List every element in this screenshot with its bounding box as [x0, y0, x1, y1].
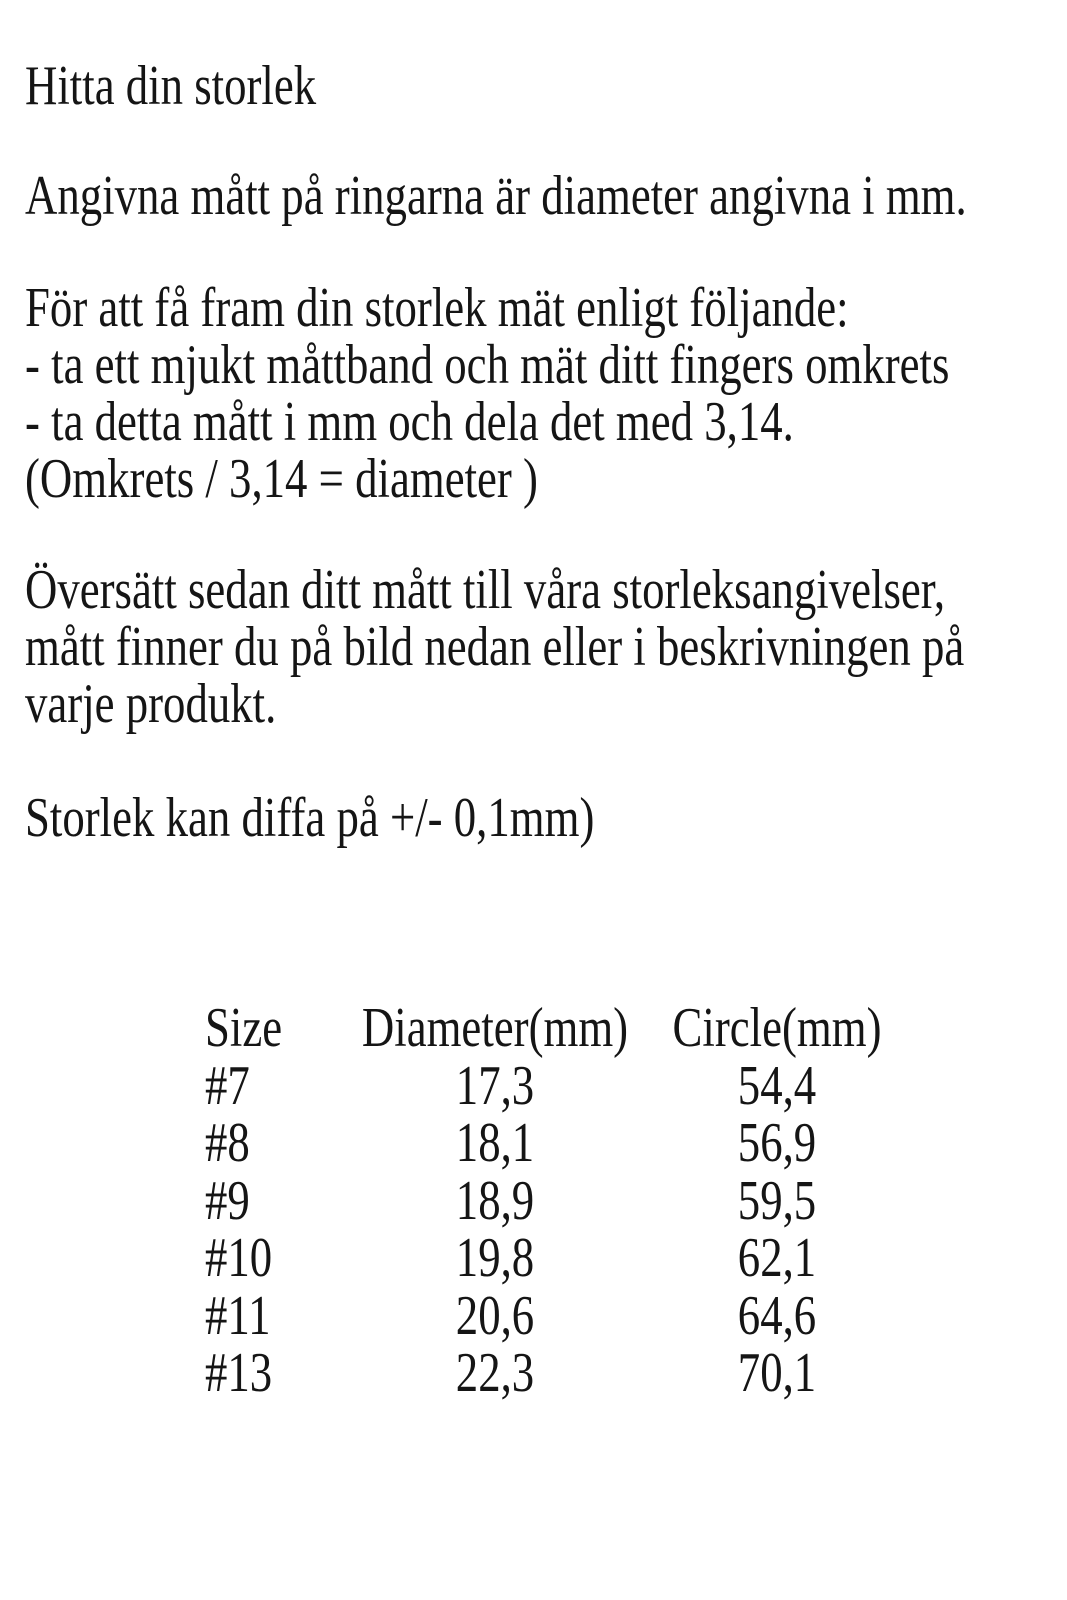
header-circle: Circle(mm)	[672, 997, 882, 1059]
page-title-text: Hitta din storlek	[25, 55, 317, 117]
measure-line-1-text: För att få fram din storlek mät enligt följande:	[25, 277, 849, 339]
translate-line-1	[25, 559, 1067, 621]
cell-circle: 62,1	[737, 1227, 817, 1289]
table-row	[205, 1112, 909, 1174]
translate-note	[25, 559, 1067, 735]
cell-diameter: 18,1	[455, 1112, 535, 1174]
table-row	[205, 1169, 909, 1232]
cell-diameter: 19,8	[455, 1227, 535, 1289]
cell-circle: 54,4	[737, 1054, 817, 1117]
table-row	[205, 1284, 909, 1347]
translate-line-2-text: mått finner du på bild nedan eller i beskrivningen på	[25, 616, 965, 678]
header-size: Size	[205, 997, 283, 1059]
cell-diameter: 18,9	[455, 1169, 535, 1232]
measure-line-1	[25, 277, 1067, 339]
page-title	[25, 55, 389, 117]
cell-circle: 64,6	[737, 1284, 817, 1347]
measure-line-4	[25, 448, 1067, 510]
cell-diameter: 20,6	[455, 1284, 535, 1347]
translate-line-3	[25, 673, 1067, 735]
size-table	[205, 997, 909, 1404]
cell-size: #13	[205, 1342, 273, 1404]
cell-size: #8	[205, 1112, 250, 1174]
measure-line-2	[25, 334, 1067, 396]
cell-diameter: 22,3	[455, 1342, 535, 1404]
tolerance-text: Storlek kan diffa på +/- 0,1mm)	[25, 787, 595, 849]
measure-line-2-text: - ta ett mjukt måttband och mät ditt fingers omkrets	[25, 334, 950, 396]
measure-line-4-text: (Omkrets / 3,14 = diameter )	[25, 448, 538, 510]
cell-circle: 70,1	[737, 1342, 817, 1404]
intro-paragraph	[25, 165, 1067, 227]
translate-line-2	[25, 616, 1067, 678]
table-row	[205, 1054, 909, 1117]
measure-line-3-text: - ta detta mått i mm och dela det med 3,14.	[25, 391, 794, 453]
translate-line-3-text: varje produkt.	[25, 673, 277, 735]
translate-line-1-text: Översätt sedan ditt mått till våra storleksangivelser,	[25, 559, 946, 621]
cell-circle: 59,5	[737, 1169, 817, 1232]
cell-diameter: 17,3	[455, 1054, 535, 1117]
cell-size: #11	[205, 1284, 271, 1347]
cell-circle: 56,9	[737, 1112, 817, 1174]
cell-size: #10	[205, 1227, 273, 1289]
header-diameter: Diameter(mm)	[361, 997, 629, 1059]
measure-instructions	[25, 277, 1067, 510]
tolerance-note	[25, 787, 737, 849]
measure-line-3	[25, 391, 1067, 453]
cell-size: #9	[205, 1169, 250, 1232]
cell-size: #7	[205, 1054, 250, 1117]
table-row	[205, 1227, 909, 1289]
size-table-header-row	[205, 997, 909, 1059]
intro-text: Angivna mått på ringarna är diameter angivna i mm.	[25, 165, 967, 227]
table-row	[205, 1342, 909, 1404]
